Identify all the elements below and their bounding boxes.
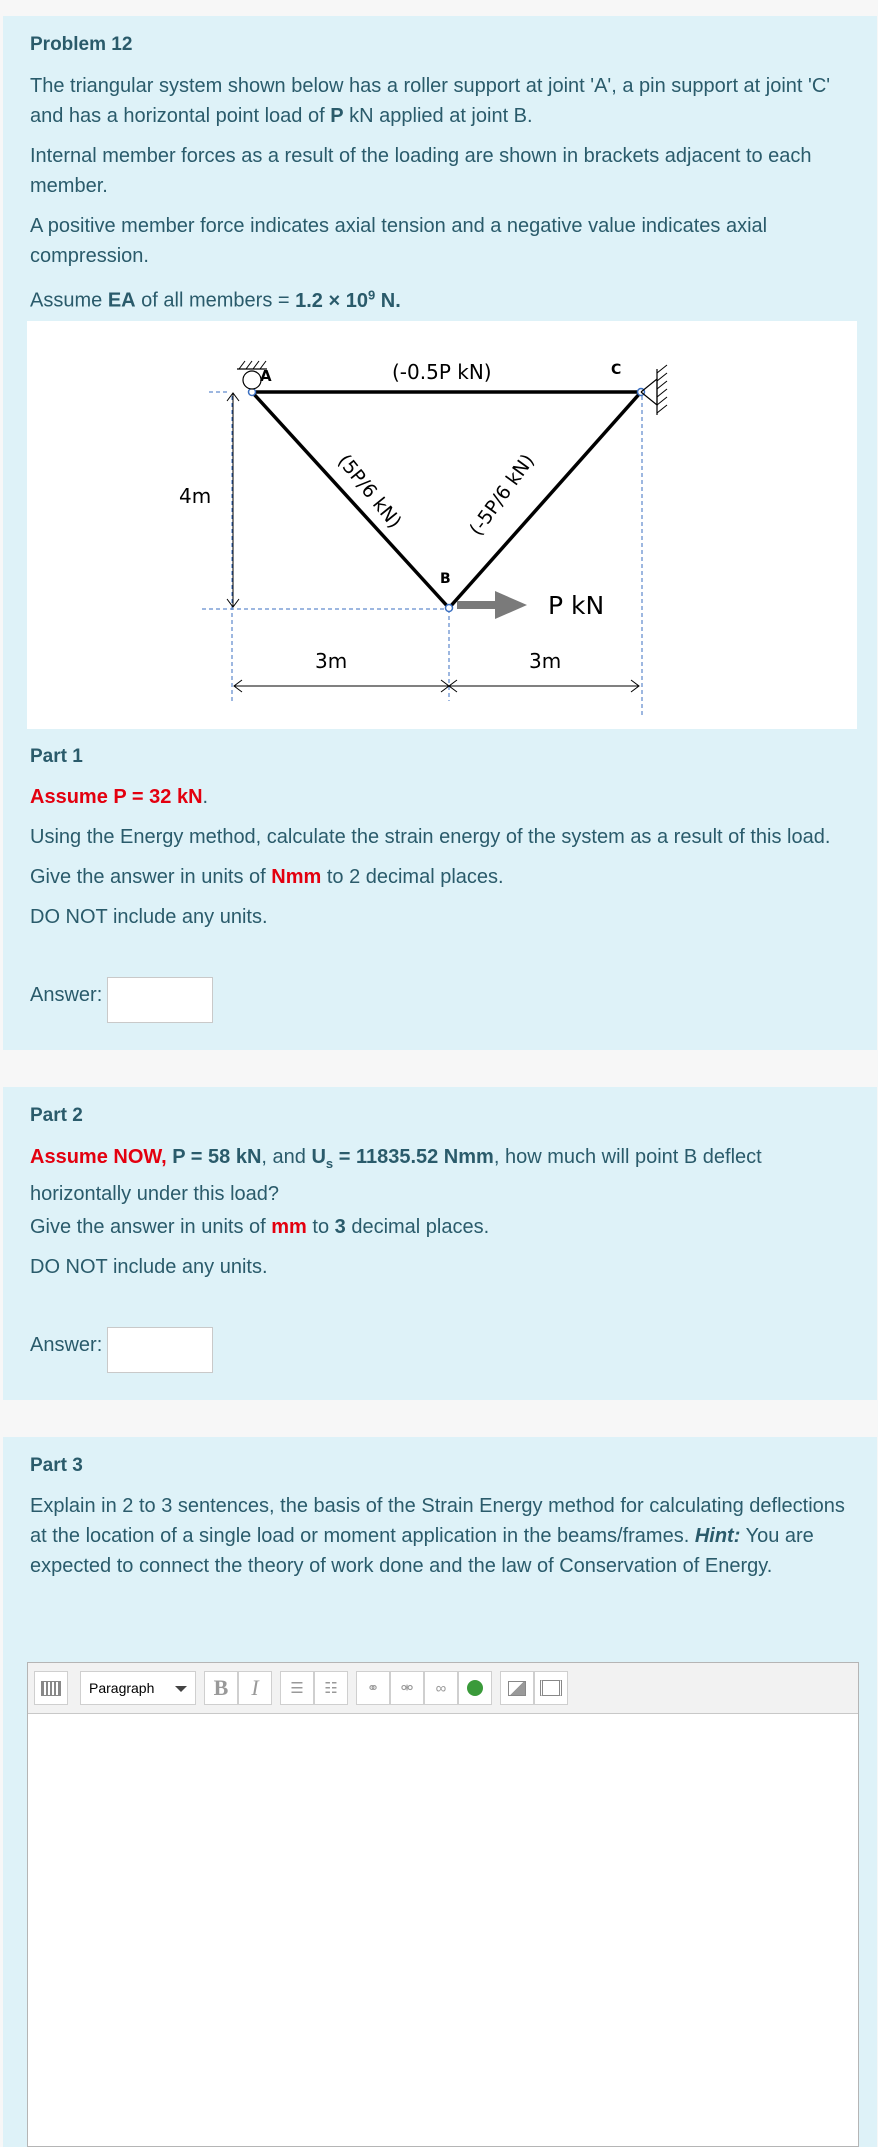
truss-figure <box>27 321 857 729</box>
force-ac-label: (-0.5P kN) <box>392 360 492 384</box>
span-right-label: 3m <box>529 649 562 673</box>
image-icon <box>508 1681 526 1696</box>
part2-line-3: DO NOT include any units. <box>30 1256 268 1278</box>
rich-text-editor <box>27 1662 859 2147</box>
height-dimension <box>227 393 239 607</box>
keyboard-icon <box>41 1681 61 1696</box>
insert-media-button[interactable] <box>534 1671 568 1705</box>
joint-b-label: B <box>440 571 451 587</box>
bold-button[interactable]: B <box>204 1671 238 1705</box>
question-panel-1 <box>3 16 877 1050</box>
media-icon <box>540 1680 562 1696</box>
recorder-icon <box>467 1680 483 1696</box>
toolbar-toggle-button[interactable] <box>34 1671 68 1705</box>
bullet-list-button[interactable] <box>280 1671 314 1705</box>
part1-title: Part 1 <box>30 746 83 767</box>
part3-body: Explain in 2 to 3 sentences, the basis of the Strain Energy method for calculating deflections at the location of a single load or moment application in the beams/frames. Hint: You are expected to connect the theory of work done and the law of Conservation of Energy. <box>30 1495 845 1577</box>
part1-line-3: DO NOT include any units. <box>30 906 268 928</box>
problem-ea: Assume EA of all members = $1.2 \times 10^9$ N. <box>30 287 401 312</box>
chevron-down-icon <box>175 1686 187 1692</box>
part1-answer-input[interactable] <box>107 977 213 1023</box>
numbered-list-icon: ☷ <box>324 1680 338 1697</box>
question-panel-3 <box>3 1437 877 2147</box>
span-left-label: 3m <box>315 649 348 673</box>
height-label: 4m <box>179 484 212 508</box>
editor-toolbar <box>28 1663 858 1714</box>
recorder-button[interactable] <box>458 1671 492 1705</box>
force-bc-label: (-5P/6 kN) <box>465 450 539 540</box>
joint-a-label: A <box>260 367 272 385</box>
numbered-list-button[interactable] <box>314 1671 348 1705</box>
anchor-icon: ∞ <box>435 1679 447 1697</box>
unlink-button[interactable] <box>390 1671 424 1705</box>
joint-b-node <box>446 605 453 612</box>
part2-title: Part 2 <box>30 1105 83 1126</box>
member-bc <box>449 392 641 608</box>
load-arrow-icon <box>457 591 527 619</box>
part3-title: Part 3 <box>30 1455 83 1476</box>
unlink-icon: ⚮ <box>400 1680 414 1697</box>
link-button[interactable] <box>356 1671 390 1705</box>
part2-assume: Assume NOW, P = 58 kN, and $U_s = 11835.52$ Nmm, how much will point B deflect horizontally under this load? <box>30 1146 762 1205</box>
part1-line-1: Using the Energy method, calculate the strain energy of the system as a result of this load. <box>30 826 831 848</box>
problem-title: Problem 12 <box>30 34 133 55</box>
italic-button[interactable]: I <box>238 1671 272 1705</box>
part2-answer-input[interactable] <box>107 1327 213 1373</box>
pin-support-icon <box>641 365 667 415</box>
load-label: P kN <box>548 591 605 620</box>
part1-line-2: Give the answer in units of Nmm to 2 decimal places. <box>30 866 504 888</box>
insert-image-button[interactable] <box>500 1671 534 1705</box>
paragraph-format-select[interactable]: Paragraph <box>80 1671 196 1705</box>
part1-assume: Assume P = 32 kN. <box>30 786 209 808</box>
problem-intro-2: Internal member forces as a result of the loading are shown in brackets adjacent to each member. <box>30 145 812 197</box>
problem-intro-3: A positive member force indicates axial tension and a negative value indicates axial compression. <box>30 215 768 267</box>
anchor-button[interactable] <box>424 1671 458 1705</box>
part1-answer-label: Answer: <box>30 984 103 1006</box>
problem-intro-1: The triangular system shown below has a roller support at joint 'A', a pin support at joint 'C' and has a horizontal point load of P kN applied at joint B. <box>30 75 831 127</box>
force-ab-label: (5P/6 kN) <box>333 450 406 533</box>
link-icon: ⚭ <box>366 1680 380 1697</box>
truss-diagram <box>27 321 857 729</box>
question-panel-2 <box>3 1087 877 1400</box>
span-dimension <box>234 680 639 692</box>
editor-content-area[interactable] <box>28 1714 858 2146</box>
joint-c-label: C <box>611 362 622 378</box>
part2-answer-label: Answer: <box>30 1334 103 1356</box>
part2-line-2: Give the answer in units of mm to 3 decimal places. <box>30 1216 490 1238</box>
bullet-list-icon: ☰ <box>290 1680 304 1697</box>
member-ab <box>252 392 449 608</box>
